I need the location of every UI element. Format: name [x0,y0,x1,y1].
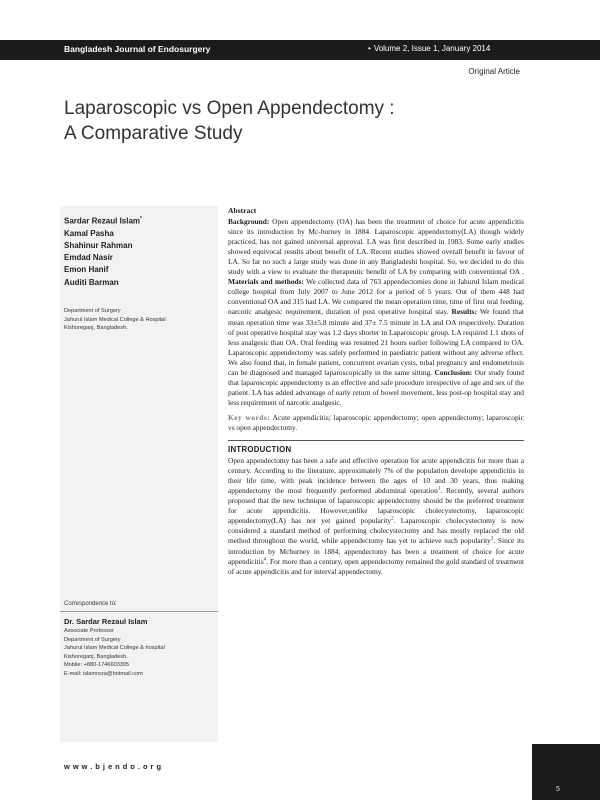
issue-text: Volume 2, Issue 1, January 2014 [373,44,491,53]
journal-header-bar [0,40,600,60]
citation-ref: 4 [263,557,267,563]
background-text: Open appendectomy (OA) has been the treatment of choice for acute appendicitis since its introduction by Mc-burney in 1884. Laparoscopic appendectomy(LA) though widely practiced, has not gained universal approval. LA was first described in 1983. Some early studies showed equivocal results about benefit of LA. Recent studies showed overall benefit in favour of LA. So far no such a large study was done in any Bangladeshi hospital. So, we decided to do this study with a view to evaluate the therapeutic benefit of LA by comparing with conventional OA . [228,217,524,277]
abstract-body [228,217,524,408]
citation-ref: 3 [490,536,494,542]
keywords [228,413,524,433]
conclusion-label: Conclusion: [434,367,473,377]
section-divider [228,440,524,441]
affiliation-line: Department of Surgery [64,308,121,314]
introduction-body: Open appendectomy has been a safe and effective operation for acute appendicitis for more than a century. According to the literature, approximately 7% of the population develope appendicitis in their life time, with peak incidence between the ages of 10 and 30 years, thus making appendectomy the most frequently performed abdominal operation$^1$. Recently, several authors proposed that the new technique of laparoscopic appendectomy should be the preferred treatment for acute appendicitis. However,unlike laparoscopic cholecystectomy, laparoscopic appendectomy(LA) has not yet gained popularity$^2$. Laparoscopic cholecystectomy is now considered a standard method of performing cholecystectomy and has mostly replaced the old method throughout the world, while appendectomy has yet to achieve such popularity$^3$. Since its introduction by Mcburney in 1884, appendectomy has been a treatment of choice for acute appendicitis$^4$. For more than a century, open appendectomy remained the gold standard of treatment of acute appendicitis and for interval appendectomy. [228,456,525,576]
results-label: Results: [451,307,477,317]
correspondence-role: Associate Professor [64,628,114,634]
bullet-icon: • [368,44,371,53]
methods-label: Materials and methods: [228,277,304,287]
results-text: We found that mean operation time was 33±5.8 minute and 37± 7.5 minute in LA and OA respectively. Duration of post operative hospital stay was 1.2 days shorter in Laparoscopic group. LA required 1.1 shots of less analgesic than OA. Oral feeding was resumed 21 hours earlier following LA compared to OA. Laparoscopic appendectomy was safely performed in paediatric patient without any adverse effect. We also found that, in female patient, concurrent ovarian cysts, tubal pregnancy and endometriosis can be diagnosed and managed laparoscopically in the same sitting. [228,307,524,377]
author-list [64,213,142,289]
correspondence-block [64,616,214,678]
correspondence-mobile: Mobile: +880-1746603305 [64,662,130,668]
correspondence-email: E-mail: islamreza@hotmail.com [64,670,143,677]
author-name: Auditi Barman [64,277,119,287]
citation-ref: 2 [391,516,394,522]
page-number-box [532,744,600,800]
affiliation-line: Kishoreganj, Bangladesh. [64,325,128,332]
author-name: Kamal Pasha [64,228,114,238]
journal-name: Bangladesh Journal of Endosurgery [64,44,211,54]
author-name: Emon Hanif [64,265,109,275]
keywords-text: Acute appendicitis; laparoscopic appendectomy; open appendectomy; laparoscopic vs open appendectomy. [228,412,524,432]
methods-text: We collected data of 763 appendectomies done in Jahurul Islam medical college hospital from July 2007 to June 2012 for a period of 5 years. Out of them 448 had conventional OA and 315 had LA. We compared the mean operation time, time of first oral feeding, narcotic analgesic requirement, duration of post operative hospital stay. [228,277,524,317]
correspondence-dept: Department of Surgery [64,636,121,643]
affiliation [64,307,214,333]
journal-url[interactable]: www.bjendo.org [64,762,165,771]
correspondence-place: Kishoreganj, Bangladesh. [64,653,128,660]
author-name: Shahinur Rahman [64,241,133,251]
correspondence-divider [60,611,218,612]
author-name: Sardar Rezaul Islam* [64,216,142,226]
keywords-label: Key words: [228,412,271,422]
article-title [64,96,395,146]
affiliation-line: Jahurul Islam Medical College & Hospital [64,316,166,323]
introduction-heading: INTRODUCTION [228,445,292,455]
page-number: 5 [556,786,560,793]
author-name: Emdad Nasir [64,253,113,263]
conclusion-text: Our study found that laparoscopic appendectomy is an effective and safe procedure irrespective of age and sex of the patient. LA has added advantage of early return of bowel movement, less post-op hospital stay and less requirement of narcotic analgesic. [228,367,524,407]
issue-info [368,44,490,53]
article-type: Original Article [468,67,520,76]
title-line-2: A Comparative Study [64,123,243,144]
correspondence-name: Dr. Sardar Rezaul Islam [64,617,148,626]
background-label: Background: [228,217,270,227]
title-line-1: Laparoscopic vs Open Appendectomy : [64,98,395,119]
correspondence-heading: Correspondence to: [64,601,117,607]
abstract-heading: Abstract [228,206,257,215]
author-mark: * [140,216,142,222]
correspondence-inst: Jahurul Islam Medical College & hospital [64,645,165,651]
citation-ref: 1 [437,486,441,492]
main-column [228,206,524,577]
